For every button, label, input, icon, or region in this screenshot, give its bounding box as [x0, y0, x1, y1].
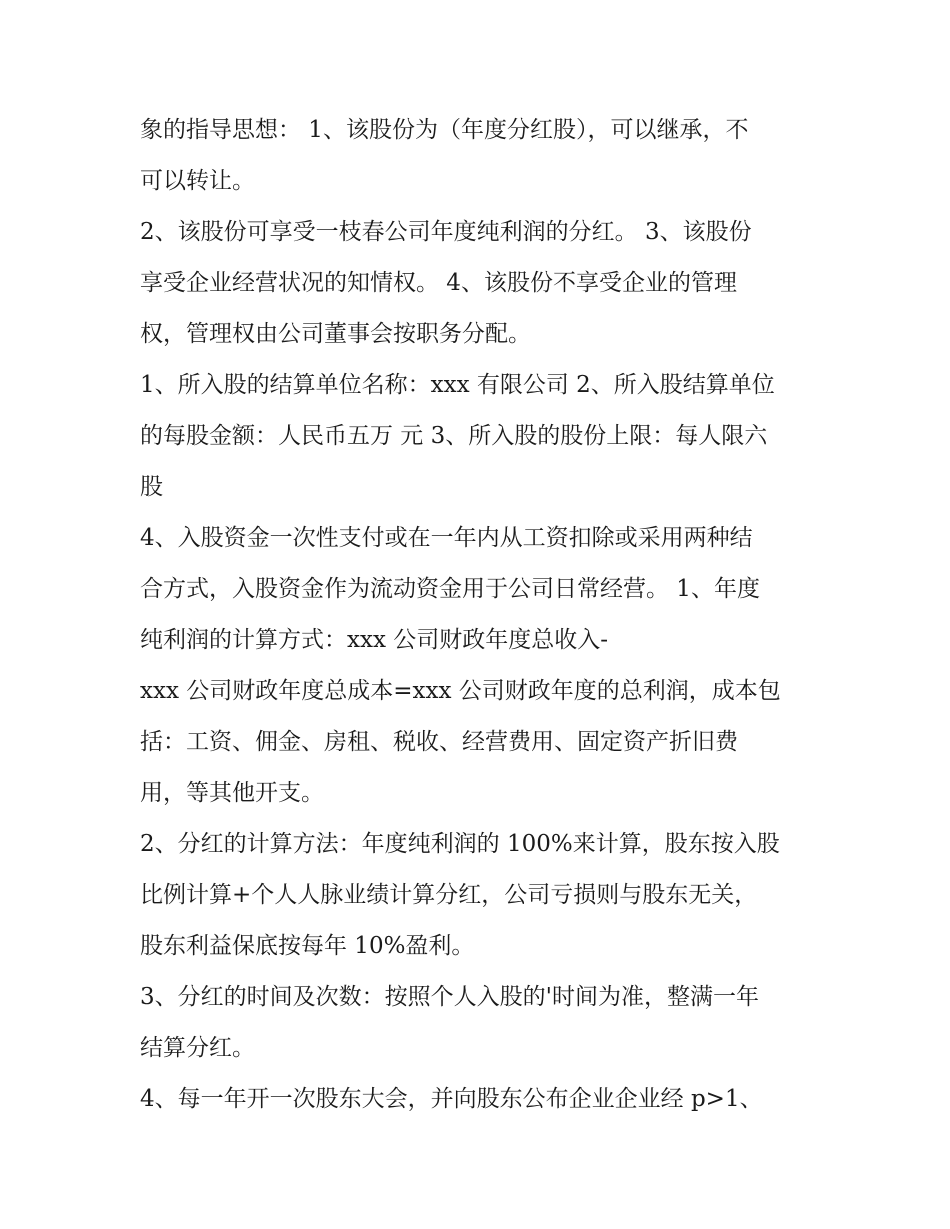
text-line-7: 的每股金额：人民币五万 元 3、所入股的股份上限：每人限六 [140, 423, 768, 449]
text-line-11: 纯利润的计算方式：xxx 公司财政年度总收入- [140, 627, 608, 653]
text-line-3: 2、该股份可享受一枝春公司年度纯利润的分红。 3、该股份 [140, 219, 752, 245]
text-line-6: 1、所入股的结算单位名称：xxx 有限公司 2、所入股结算单位 [140, 372, 775, 398]
text-line-13: 括：工资、佣金、房租、税收、经营费用、固定资产折旧费 [140, 729, 738, 755]
text-line-1: 象的指导思想： 1、该股份为（年度分红股），可以继承，不 [140, 117, 749, 143]
text-line-10: 合方式，入股资金作为流动资金用于公司日常经营。 1、年度 [140, 576, 760, 602]
text-line-17: 股东利益保底按每年 10%盈利。 [140, 933, 475, 959]
text-line-2: 可以转让。 [140, 168, 255, 194]
text-line-16: 比例计算+个人人脉业绩计算分红，公司亏损则与股东无关， [140, 882, 758, 908]
text-line-15: 2、分红的计算方法：年度纯利润的 100%来计算，股东按入股 [140, 831, 780, 857]
text-line-5: 权，管理权由公司董事会按职务分配。 [140, 321, 531, 347]
text-line-12: xxx 公司财政年度总成本=xxx 公司财政年度的总利润，成本包 [140, 678, 781, 704]
document-body [140, 105, 820, 1125]
text-line-19: 结算分红。 [140, 1035, 255, 1061]
text-line-14: 用，等其他开支。 [140, 780, 324, 806]
text-line-9: 4、入股资金一次性支付或在一年内从工资扣除或采用两种结 [140, 525, 753, 551]
text-line-18: 3、分红的时间及次数：按照个人入股的'时间为准，整满一年 [140, 984, 759, 1010]
text-line-8: 股 [140, 474, 163, 500]
text-line-20: 4、每一年开一次股东大会，并向股东公布企业企业经 p>1、 [140, 1086, 763, 1112]
text-line-4: 享受企业经营状况的知情权。 4、该股份不享受企业的管理 [140, 270, 737, 296]
